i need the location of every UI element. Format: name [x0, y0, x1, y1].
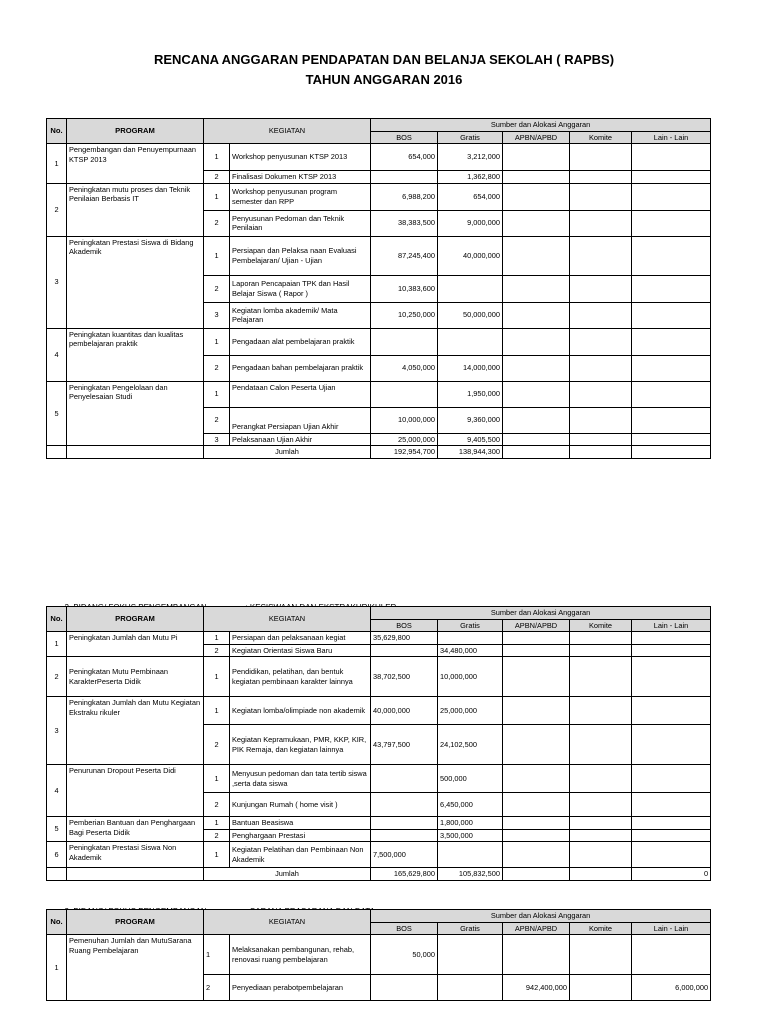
table-row — [47, 657, 711, 697]
section2-table — [46, 606, 711, 881]
total-gratis: 138,944,300 — [438, 446, 503, 459]
row-no: 3 — [47, 236, 67, 328]
total-gratis: 105,832,500 — [438, 868, 503, 881]
row-program: Pengembangan dan Penuyempurnaan KTSP 2013 — [67, 144, 204, 184]
col-header-program: PROGRAM — [67, 910, 204, 935]
row-sub: 1 — [204, 697, 230, 725]
col-header-kegiatan: KEGIATAN — [204, 910, 371, 935]
row-kegiatan: Kegiatan Pelatihan dan Pembinaan Non Akademik — [230, 842, 371, 868]
col-header-apbn: APBN/APBD — [503, 922, 570, 935]
row-bos — [371, 793, 438, 817]
row-kegiatan: Menyusun pedoman dan tata tertib siswa ,serta data siswa — [230, 765, 371, 793]
row-bos — [371, 328, 438, 355]
row-program: Peningkatan mutu proses dan Teknik Penilaian Berbasis IT — [67, 183, 204, 236]
row-bos: 43,797,500 — [371, 725, 438, 765]
col-header-gratis: Gratis — [438, 619, 503, 632]
row-gratis — [438, 935, 503, 975]
row-bos: 10,250,000 — [371, 302, 438, 328]
row-bos — [371, 644, 438, 657]
row-sub: 1 — [204, 765, 230, 793]
row-gratis — [438, 632, 503, 645]
row-no: 3 — [47, 697, 67, 765]
row-program: Pemberian Bantuan dan Penghargaan Bagi Peserta Didik — [67, 817, 204, 842]
row-lain: 6,000,000 — [632, 975, 711, 1001]
row-program: Peningkatan Prestasi Siswa Non Akademik — [67, 842, 204, 868]
row-gratis: 1,950,000 — [438, 381, 503, 407]
row-no: 5 — [47, 817, 67, 842]
row-kegiatan: Pelaksanaan Ujian Akhir — [230, 433, 371, 446]
row-gratis: 25,000,000 — [438, 697, 503, 725]
row-kegiatan: Persiapan dan pelaksanaan kegiat — [230, 632, 371, 645]
row-kegiatan: Pengadaan bahan pembelajaran praktik — [230, 355, 371, 381]
total-row — [47, 446, 711, 459]
col-header-program: PROGRAM — [67, 119, 204, 144]
row-kegiatan: Penyediaan perabotpembelajaran — [230, 975, 371, 1001]
row-sub: 1 — [204, 328, 230, 355]
col-header-lain: Lain - Lain — [632, 922, 711, 935]
row-kegiatan: Workshop penyusunan KTSP 2013 — [230, 144, 371, 171]
page-title-line1: RENCANA ANGGARAN PENDAPATAN DAN BELANJA SEKOLAH ( RAPBS) — [153, 52, 615, 67]
row-no: 6 — [47, 842, 67, 868]
row-gratis: 14,000,000 — [438, 355, 503, 381]
row-bos: 40,000,000 — [371, 697, 438, 725]
row-gratis: 500,000 — [438, 765, 503, 793]
row-program: Peningkatan Pengelolaan dan Penyelesaian Studi — [67, 381, 204, 446]
row-lain — [632, 935, 711, 975]
row-no: 2 — [47, 183, 67, 236]
row-bos: 4,050,000 — [371, 355, 438, 381]
row-gratis: 40,000,000 — [438, 236, 503, 275]
row-gratis: 24,102,500 — [438, 725, 503, 765]
table-row — [47, 817, 711, 830]
row-program: Peningkatan Jumlah dan Mutu Pi — [67, 632, 204, 657]
row-gratis: 9,360,000 — [438, 407, 503, 433]
col-header-sumber: Sumber dan Alokasi Anggaran — [371, 607, 711, 620]
col-header-program: PROGRAM — [67, 607, 204, 632]
total-lain: 0 — [632, 868, 711, 881]
row-gratis: 9,405,500 — [438, 433, 503, 446]
row-gratis — [438, 975, 503, 1001]
total-lain — [632, 446, 711, 459]
row-sub: 1 — [204, 632, 230, 645]
table-row — [47, 183, 711, 210]
total-label: Jumlah — [204, 868, 371, 881]
col-header-no: No. — [47, 910, 67, 935]
row-apbn — [503, 935, 570, 975]
col-header-lain: Lain - Lain — [632, 131, 711, 144]
row-bos — [371, 765, 438, 793]
row-gratis: 1,800,000 — [438, 817, 503, 830]
row-no: 4 — [47, 328, 67, 381]
col-header-sumber: Sumber dan Alokasi Anggaran — [371, 119, 711, 132]
row-program: Peningkatan kuantitas dan kualitas pembelajaran praktik — [67, 328, 204, 381]
row-kegiatan: Laporan Pencapaian TPK dan Hasil Belajar Siswa ( Rapor ) — [230, 275, 371, 302]
col-header-sumber: Sumber dan Alokasi Anggaran — [371, 910, 711, 923]
row-sub: 2 — [204, 275, 230, 302]
total-bos: 165,629,800 — [371, 868, 438, 881]
table-row — [47, 632, 711, 645]
row-sub: 2 — [204, 210, 230, 236]
table-row — [47, 381, 711, 407]
row-bos: 10,383,600 — [371, 275, 438, 302]
row-sub: 2 — [204, 644, 230, 657]
row-sub: 2 — [204, 171, 230, 184]
row-kegiatan: Persiapan dan Pelaksa naan Evaluasi Pembelajaran/ Ujian - Ujian — [230, 236, 371, 275]
col-header-gratis: Gratis — [438, 131, 503, 144]
row-no: 1 — [47, 632, 67, 657]
row-kegiatan: Workshop penyusunan program semester dan RPP — [230, 183, 371, 210]
row-sub: 2 — [204, 725, 230, 765]
row-apbn: 942,400,000 — [503, 975, 570, 1001]
row-sub: 2 — [204, 407, 230, 433]
page-title-line2: TAHUN ANGGARAN 2016 — [305, 72, 463, 87]
row-kegiatan: Kegiatan Orientasi Siswa Baru — [230, 644, 371, 657]
row-bos — [371, 171, 438, 184]
row-sub: 2 — [204, 829, 230, 842]
total-bos: 192,954,700 — [371, 446, 438, 459]
row-gratis: 3,212,000 — [438, 144, 503, 171]
row-program: Peningkatan Mutu Pembinaan KarakterPeserta Didik — [67, 657, 204, 697]
row-gratis — [438, 328, 503, 355]
row-bos: 25,000,000 — [371, 433, 438, 446]
row-kegiatan: Pendataan Calon Peserta Ujian — [230, 381, 371, 407]
row-gratis: 10,000,000 — [438, 657, 503, 697]
row-kegiatan: Kegiatan lomba akademik/ Mata Pelajaran — [230, 302, 371, 328]
row-gratis — [438, 842, 503, 868]
row-bos: 38,383,500 — [371, 210, 438, 236]
table-row — [47, 328, 711, 355]
row-kegiatan: Penyusunan Pedoman dan Teknik Penilaian — [230, 210, 371, 236]
table-row — [47, 236, 711, 275]
row-no: 4 — [47, 765, 67, 817]
row-bos: 6,988,200 — [371, 183, 438, 210]
row-no: 2 — [47, 657, 67, 697]
row-sub: 2 — [204, 355, 230, 381]
col-header-kegiatan: KEGIATAN — [204, 607, 371, 632]
row-sub: 2 — [204, 975, 230, 1001]
col-header-gratis: Gratis — [438, 922, 503, 935]
row-kegiatan: Penghargaan Prestasi — [230, 829, 371, 842]
col-header-bos: BOS — [371, 619, 438, 632]
row-gratis: 3,500,000 — [438, 829, 503, 842]
row-no: 1 — [47, 935, 67, 1001]
col-header-apbn: APBN/APBD — [503, 619, 570, 632]
row-bos — [371, 817, 438, 830]
row-gratis: 6,450,000 — [438, 793, 503, 817]
row-program: Penurunan Dropout Peserta Didi — [67, 765, 204, 817]
row-bos: 7,500,000 — [371, 842, 438, 868]
row-program: Peningkatan Prestasi Siswa di Bidang Akademik — [67, 236, 204, 328]
col-header-no: No. — [47, 607, 67, 632]
row-sub: 1 — [204, 842, 230, 868]
col-header-no: No. — [47, 119, 67, 144]
col-header-bos: BOS — [371, 131, 438, 144]
col-header-komite: Komite — [570, 131, 632, 144]
row-program: Peningkatan Jumlah dan Mutu Kegiatan Ekstraku rikuler — [67, 697, 204, 765]
row-sub: 1 — [204, 183, 230, 210]
col-header-komite: Komite — [570, 619, 632, 632]
col-header-apbn: APBN/APBD — [503, 131, 570, 144]
row-no: 5 — [47, 381, 67, 446]
col-header-bos: BOS — [371, 922, 438, 935]
row-sub: 3 — [204, 433, 230, 446]
row-gratis — [438, 275, 503, 302]
row-bos: 38,702,500 — [371, 657, 438, 697]
row-bos — [371, 829, 438, 842]
row-kegiatan: Melaksanakan pembangunan, rehab, renovasi ruang pembelajaran — [230, 935, 371, 975]
row-gratis: 654,000 — [438, 183, 503, 210]
row-gratis: 9,000,000 — [438, 210, 503, 236]
table-row — [47, 697, 711, 725]
row-sub: 1 — [204, 935, 230, 975]
row-bos: 35,629,800 — [371, 632, 438, 645]
row-gratis: 34,480,000 — [438, 644, 503, 657]
row-sub: 3 — [204, 302, 230, 328]
row-bos: 87,245,400 — [371, 236, 438, 275]
row-kegiatan: Pendidikan, pelatihan, dan bentuk kegiatan pembinaan karakter lainnya — [230, 657, 371, 697]
row-bos: 10,000,000 — [371, 407, 438, 433]
row-sub: 2 — [204, 793, 230, 817]
row-sub: 1 — [204, 144, 230, 171]
row-kegiatan: Perangkat Persiapan Ujian Akhir — [230, 407, 371, 433]
row-sub: 1 — [204, 657, 230, 697]
row-bos: 50,000 — [371, 935, 438, 975]
row-bos — [371, 381, 438, 407]
row-sub: 1 — [204, 236, 230, 275]
table-row — [47, 144, 711, 171]
col-header-kegiatan: KEGIATAN — [204, 119, 371, 144]
row-gratis: 1,362,800 — [438, 171, 503, 184]
row-bos — [371, 975, 438, 1001]
row-bos: 654,000 — [371, 144, 438, 171]
section1-table — [46, 118, 711, 459]
row-kegiatan: Finalisasi Dokumen KTSP 2013 — [230, 171, 371, 184]
row-gratis: 50,000,000 — [438, 302, 503, 328]
row-no: 1 — [47, 144, 67, 184]
section3-table — [46, 909, 711, 1001]
table-row — [47, 935, 711, 975]
row-kegiatan: Bantuan Beasiswa — [230, 817, 371, 830]
table-row — [47, 842, 711, 868]
row-sub: 1 — [204, 381, 230, 407]
total-row — [47, 868, 711, 881]
row-sub: 1 — [204, 817, 230, 830]
row-kegiatan: Pengadaan alat pembelajaran praktik — [230, 328, 371, 355]
col-header-lain: Lain - Lain — [632, 619, 711, 632]
col-header-komite: Komite — [570, 922, 632, 935]
table-row — [47, 765, 711, 793]
row-kegiatan: Kegiatan lomba/olimpiade non akademik — [230, 697, 371, 725]
row-program: Pemenuhan Jumlah dan MutuSarana Ruang Pembelajaran — [67, 935, 204, 1001]
row-kegiatan: Kegiatan Kepramukaan, PMR, KKP, KIR, PIK Remaja, dan kegiatan lainnya — [230, 725, 371, 765]
row-kegiatan: Kunjungan Rumah ( home visit ) — [230, 793, 371, 817]
total-label: Jumlah — [204, 446, 371, 459]
